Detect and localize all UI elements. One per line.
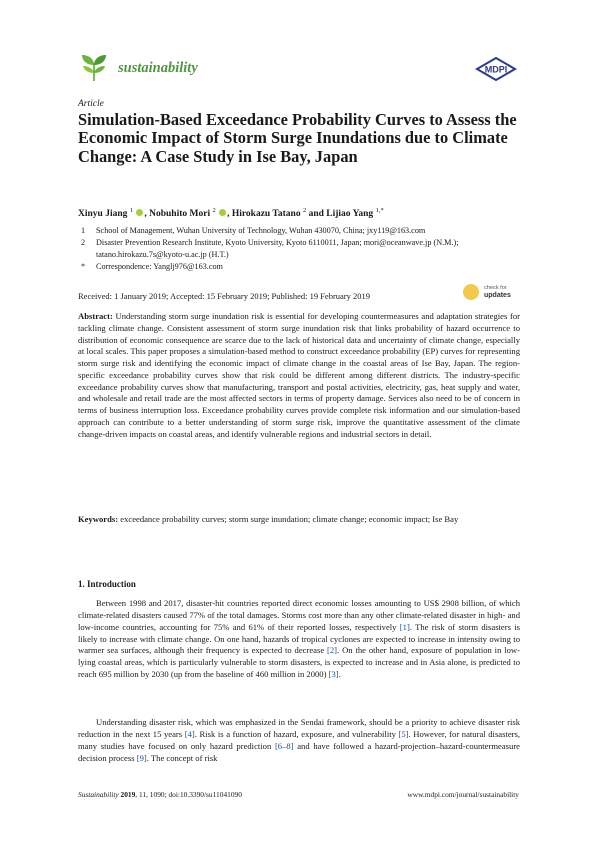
affiliation-text: tatano.hirokazu.7s@kyoto-u.ac.jp (H.T.) (96, 250, 229, 259)
paragraph-text: Understanding disaster risk, which was emphasized in the Sendai framework, should be a priority to achieve disaster risk reduction in the next 15 years (78, 717, 520, 739)
journal-masthead (78, 51, 518, 87)
paragraph-text: . However, for natural disasters, many studies have focused on only hazard prediction (78, 728, 520, 751)
footer-doi: , 11, 1090; doi:10.3390/su11041090 (135, 790, 242, 799)
footer-url[interactable]: www.mdpi.com/journal/sustainability (407, 790, 519, 799)
paragraph-text: . The risk of storm disasters is likely to increase with climate change. On one hand, hazards of tropical cyclones are expected to increase in intensity owing to warmer sea surfaces, although their frequency is expected to decrease (78, 621, 520, 656)
body-paragraph (78, 717, 520, 764)
author-affiliation-marker: 2 (302, 207, 307, 214)
paragraph-text: . The concept of risk (146, 752, 218, 763)
abstract-text: Understanding storm surge inundation risk is essential for developing countermeasures and adaptation strategies for tackling climate change. Consistent assessment of storm surge inundation risk that links probability of hazard occurrence to distribution of economic consequence are scarce due to the lack of historical data and uncertainty of climate change, especially at local scales. This paper proposes a simulation-based method to construct exceedance probability (EP) curves for representing storm surge risk and identifying the economic impact of climate change in the coastal areas of Ise Bay, Japan. The region-specific exceedance probability curves show that risk could be different among different districts. The industry-specific exceedance probability curves show that manufacturing, transport and postal activities, electricity, gas, heat supply and water, and wholesale and retail trade are the most affected sectors in terms of property damage. Services also need to be of concern in terms of business interruption loss. Exceedance probability curves provide complete risk information and our simulation-based approach can contribute to a better understanding of storm surge risk, improve the quantitative assessment of the climate change-driven impacts on coastal areas, and identify vulnerable regions and industrial sectors in detail. (78, 311, 520, 439)
affiliation-marker: * (81, 262, 86, 271)
mdpi-logo-icon[interactable] (474, 57, 518, 81)
correspondence-text: Correspondence: Yanglj976@163.com (96, 262, 223, 271)
author-name[interactable]: Lijiao Yang (326, 209, 374, 220)
abstract (78, 311, 520, 440)
citation-link[interactable]: [9] (136, 752, 147, 763)
footer-journal: Sustainability (78, 790, 119, 799)
publisher-name: MDPI (484, 64, 508, 75)
citation-link[interactable]: [5] (398, 728, 409, 739)
keywords (78, 514, 520, 526)
author-list: Xinyu Jiang $^1$ , Nobuhito Mori $^2$ , Hirokazu Tatano $^2$ and Lijiao Yang $^{1,*}$ (78, 207, 384, 220)
paragraph-text: . Risk is a function of hazard, exposure, and vulnerability (194, 728, 399, 739)
paragraph-text: Between 1998 and 2017, disaster-hit countries reported direct economic losses amounting to US$ 2908 billion, of which climate-related disasters caused 77% of the total damages. Storms cost more than any other climate-related disaster in high- and low-income countries, accounting for 75% and 61% of their reported losses, respectively (78, 598, 520, 632)
orcid-icon[interactable] (136, 209, 143, 216)
body-paragraph (78, 598, 520, 681)
abstract-label: Abstract: (78, 311, 113, 321)
author-name[interactable]: Xinyu Jiang (78, 209, 128, 220)
citation-link[interactable]: [2] (327, 645, 338, 656)
article-title: Simulation-Based Exceedance Probability Curves to Assess the Economic Impact of Storm Surge Inundations due to Climate Change: A Case Study in Ise Bay, Japan (78, 110, 517, 166)
citation-link[interactable]: [6–8] (274, 740, 294, 751)
citation-link[interactable]: [1] (399, 621, 410, 632)
check-updates-icon (463, 284, 479, 300)
author-name[interactable]: Nobuhito Mori (149, 209, 211, 220)
journal-name[interactable]: sustainability (118, 60, 198, 76)
keywords-text: exceedance probability curves; storm surge inundation; climate change; economic impact; Ise Bay (120, 514, 459, 524)
paragraph-text: and have followed a hazard-projection–hazard-countermeasure decision process (78, 740, 520, 763)
author-affiliation-marker: 1 (129, 207, 133, 214)
citation-link[interactable]: [3] (328, 669, 339, 680)
affiliation-marker: 2 (81, 238, 86, 247)
orcid-icon[interactable] (219, 209, 226, 216)
author-name[interactable]: Hirokazu Tatano (231, 209, 301, 220)
article-type: Article (78, 99, 104, 109)
check-for-updates-badge[interactable] (463, 282, 523, 304)
section-heading: 1. Introduction (78, 579, 136, 589)
author-affiliation-marker: 2 (212, 207, 216, 214)
footer-citation (78, 790, 242, 799)
check-updates-line2: updates (484, 292, 511, 299)
affiliation-text: School of Management, Wuhan University of Technology, Wuhan 430070, China; jxy119@163.com (96, 226, 426, 235)
sustainability-logo-icon (78, 51, 110, 85)
keywords-label: Keywords: (78, 514, 119, 524)
author-affiliation-marker: 1,* (375, 207, 384, 214)
footer-year: 2019 (120, 790, 136, 799)
paragraph-text: . (338, 669, 341, 680)
affiliation-text: Disaster Prevention Research Institute, Kyoto University, Kyoto 6110011, Japan; mori@oceanwave.jp (N.M.); (96, 238, 459, 247)
publication-dates: Received: 1 January 2019; Accepted: 15 February 2019; Published: 19 February 2019 (78, 291, 371, 301)
affiliation-marker: 1 (81, 226, 86, 235)
check-updates-line1: check for (484, 285, 507, 291)
paragraph-text: . On the other hand, exposure of population in low-lying coastal areas, which is particularly vulnerable to storm disasters, is expected to increase and in Asia alone, is predicted to reach 695 million by 2030 (up from the baseline of 460 million in 2000) (78, 645, 520, 680)
citation-link[interactable]: [4] (184, 728, 195, 739)
